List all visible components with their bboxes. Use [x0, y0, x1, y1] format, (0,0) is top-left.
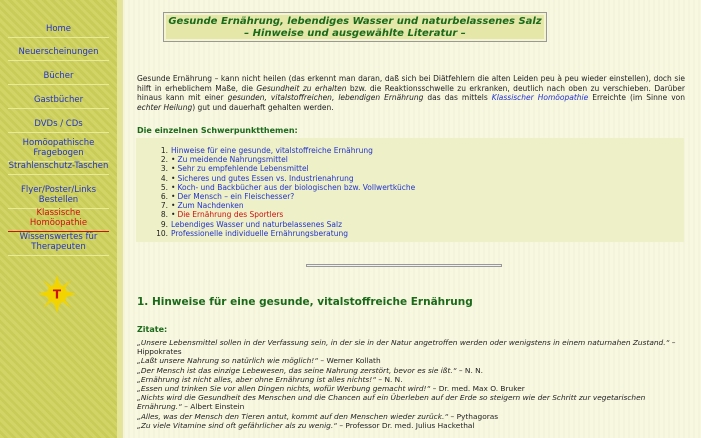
toc-item[interactable]: [154, 229, 415, 238]
quote-item: [137, 366, 687, 375]
toc-item[interactable]: [154, 192, 415, 201]
quote-text: „Zu viele Vitamine sind oft gefährlicher als zu wenig.“: [137, 420, 337, 430]
quote-text: „Nichts wird die Gesundheit des Menschen und die Chancen auf ein Überleben auf der Erde so steigern wie der Schritt zur vegetarischen Ernährung.“: [137, 393, 646, 412]
quote-item: [137, 384, 687, 393]
nav-home[interactable]: Home: [8, 24, 109, 38]
toc-item-link[interactable]: Sehr zu empfehlende Lebensmittel: [177, 164, 309, 174]
quote-author: – Dr. med. Max O. Bruker: [430, 384, 525, 394]
toc-item-link[interactable]: Zu meidende Nahrungsmittel: [177, 155, 288, 165]
toc-item[interactable]: [154, 155, 415, 164]
bullet-icon: •: [171, 173, 176, 183]
nav-strahlenschutz-taschen[interactable]: Strahlenschutz-Taschen: [8, 161, 109, 175]
toc-item-link[interactable]: Zum Nachdenken: [177, 201, 244, 211]
toc-item-number: 7.: [160, 201, 168, 211]
quote-item: [137, 393, 687, 411]
toc-list: [154, 146, 415, 238]
quote-text: „Essen und trinken Sie vor allen Dingen nichts, wofür Werbung gemacht wird!“: [137, 384, 431, 394]
toc-item-link[interactable]: Lebendiges Wasser und naturbelassenes Salz: [171, 219, 343, 229]
bullet-icon: •: [171, 201, 176, 211]
quote-item: [137, 356, 687, 365]
quote-author: – N. N.: [456, 365, 484, 375]
quote-author: – Professor Dr. med. Julius Hackethal: [337, 420, 475, 430]
horizontal-divider: [306, 264, 502, 267]
toc-item[interactable]: [154, 146, 415, 155]
toc-item-link[interactable]: Der Mensch – ein Fleischesser?: [177, 192, 295, 202]
nav-flyer-poster-links[interactable]: Flyer/Poster/Links Bestellen: [8, 185, 109, 209]
toc-item-number: 6.: [160, 192, 168, 202]
quote-item: [137, 412, 687, 421]
toc-item-number: 5.: [160, 182, 168, 192]
sidebar: [0, 0, 117, 438]
bullet-icon: •: [171, 182, 176, 192]
toc-item-number: 1.: [160, 146, 168, 155]
toc-item[interactable]: [154, 174, 415, 183]
toc-item-number: 8.: [160, 210, 168, 220]
quote-text: „Ernährung ist nicht alles, aber ohne Ernährung ist alles nichts!“: [137, 374, 377, 384]
nav-dvds-cds[interactable]: DVDs / CDs: [8, 119, 109, 133]
bullet-icon: •: [171, 164, 176, 174]
nav-neuerscheinungen[interactable]: Neuerscheinungen: [8, 47, 109, 61]
intro-text-5: ) gut und dauerhaft gehalten werden.: [192, 102, 334, 112]
page-title: [163, 12, 547, 42]
quote-author: – Hippokrates: [137, 338, 676, 357]
quote-author: – N. N.: [376, 374, 403, 384]
nav-klassische-homoeopathie[interactable]: Klassische Homöopathie: [8, 208, 109, 232]
toc-item-number: 2.: [160, 155, 168, 165]
quote-item: [137, 421, 687, 430]
nav-gastbuecher[interactable]: Gastbücher: [8, 95, 109, 109]
intro-emphasis-2: gesunden, vitalstoffreichen, lebendigen Ernährung: [227, 93, 424, 103]
nav-wissenswertes-therapeuten[interactable]: Wissenswertes für Therapeuten: [8, 232, 109, 256]
intro-paragraph: [137, 74, 685, 112]
quotes-heading: Zitate:: [137, 325, 168, 334]
nav-buecher[interactable]: Bücher: [8, 71, 109, 85]
main-content: [123, 0, 701, 438]
toc-item-number: 10.: [156, 228, 168, 238]
toc-item[interactable]: [154, 164, 415, 173]
toc-item-number: 4.: [160, 173, 168, 183]
intro-text-2: bzw. die Reaktionsschwelle zu erkranken, deutlich nach oben zu verschieben. Darüber hinaus kann mit einer: [137, 83, 686, 103]
toc-item[interactable]: [154, 201, 415, 210]
quote-item: [137, 375, 687, 384]
page-title-line2: – Hinweise und ausgewählte Literatur –: [244, 28, 466, 39]
intro-text-4: Erreichte (im Sinne von: [588, 93, 685, 103]
toc-item-link[interactable]: Sicheres und gutes Essen vs. Industrienahrung: [177, 173, 354, 183]
logo-letter: T: [52, 287, 62, 302]
bullet-icon: •: [171, 210, 176, 220]
toc-item-number: 9.: [160, 219, 168, 229]
section-heading: 1. Hinweise für eine gesunde, vitalstoffreiche Ernährung: [137, 296, 473, 308]
toc-item[interactable]: [154, 220, 415, 229]
toc-item-link[interactable]: Hinweise für eine gesunde, vitalstoffreiche Ernährung: [171, 146, 373, 155]
nav-homoeopathische-fragebogen[interactable]: Homöopathische Fragebogen: [8, 138, 109, 162]
quote-text: „Alles, was der Mensch den Tieren antut, kommt auf den Menschen wieder zurück.“: [137, 411, 449, 421]
toc-item-link[interactable]: Koch- und Backbücher aus der biologischen bzw. Vollwertküche: [177, 182, 416, 192]
focus-topics-heading: Die einzelnen Schwerpunktthemen:: [137, 126, 298, 135]
toc-item-link[interactable]: Die Ernährung des Sportlers: [177, 210, 284, 220]
quote-author: – Pythagoras: [448, 411, 499, 421]
toc-item[interactable]: [154, 183, 415, 192]
toc-box: [136, 138, 684, 242]
sun-logo-icon[interactable]: [38, 275, 76, 313]
intro-emphasis-3: echter Heilung: [137, 102, 193, 112]
quotes-list: [137, 338, 687, 430]
quote-text: „Der Mensch ist das einzige Lebewesen, das seine Nahrung zerstört, bevor es sie ißt.“: [137, 365, 457, 375]
quote-author: – Albert Einstein: [181, 402, 245, 412]
intro-text-1: Gesunde Ernährung – kann nicht heilen (das erkennt man daran, daß sich bei Diätfehlern die alten Leiden peu à peu wieder einstellen), doch sie hilft in erheblichem Maße, die: [137, 74, 685, 93]
quote-item: [137, 338, 687, 356]
toc-item-number: 3.: [160, 164, 168, 174]
intro-text-3: das das mittels: [423, 93, 492, 103]
bullet-icon: •: [171, 192, 176, 202]
toc-item-link[interactable]: Professionelle individuelle Ernährungsberatung: [171, 228, 348, 238]
quote-text: „Laßt unsere Nahrung so natürlich wie möglich!“: [137, 356, 319, 366]
quote-text: „Unsere Lebensmittel sollen in der Verfassung sein, in der sie in der Natur angetroffen werden oder wenigstens in einem naturnahen Zustand.“: [137, 338, 670, 347]
quote-author: – Werner Kollath: [318, 356, 381, 366]
intro-emphasis-1: Gesundheit zu erhalten: [256, 83, 347, 93]
page-title-line1: Gesunde Ernährung, lebendiges Wasser und naturbelassenes Salz: [168, 16, 542, 27]
bullet-icon: •: [171, 155, 176, 165]
toc-item[interactable]: [154, 210, 415, 219]
link-klassische-homoeopathie[interactable]: Klassischer Homöopathie: [491, 93, 589, 103]
